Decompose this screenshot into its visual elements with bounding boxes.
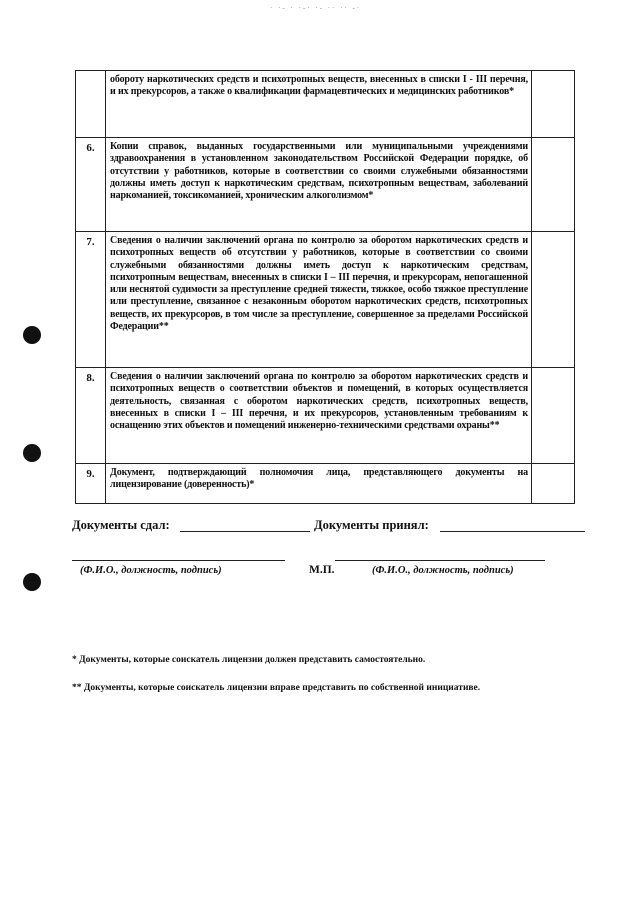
footnote-single: * Документы, которые соискатель лицензии должен представить самостоятельно.: [72, 655, 426, 665]
row-number: 7.: [76, 232, 106, 368]
footnote-double: ** Документы, которые соискатель лицензии вправе представить по собственной инициативе.: [72, 683, 481, 693]
submitted-label: Документы сдал:: [72, 518, 170, 532]
punch-hole-2: [23, 444, 41, 462]
right-caption: (Ф.И.О., должность, подпись): [372, 565, 514, 576]
table-row: [76, 138, 575, 232]
accepted-label: Документы принял:: [314, 518, 429, 532]
row-text: Копии справок, выданных государственными или муниципальными учреждениями здравоохранения в установленном законодательством Российской Федерации порядке, об отсутствии у работников, которые в соответствии со своими служебными обязанностями должны иметь доступ к наркотическим средствам, психотропным веществам, заболеваний наркоманией, токсикоманией, хроническим алкоголизмом*: [106, 138, 532, 232]
row-check-cell: [532, 138, 575, 232]
stamp-label: М.П.: [309, 564, 335, 576]
left-caption: (Ф.И.О., должность, подпись): [80, 565, 222, 576]
row-number: 8.: [76, 368, 106, 464]
row-number: 6.: [76, 138, 106, 232]
punch-hole-1: [23, 326, 41, 344]
row-number: 9.: [76, 464, 106, 504]
table-row: [76, 368, 575, 464]
row-check-cell: [532, 464, 575, 504]
row-text: Документ, подтверждающий полномочия лица, представляющего документы на лицензирование (доверенность)*: [106, 464, 532, 504]
row-text: Сведения о наличии заключений органа по контролю за оборотом наркотических средств и психотропных веществ об отсутствии у работников, которые в соответствии со своими служебными обязанностями должны иметь доступ к наркотическим средствам, психотропным веществам, внесенных в списки I – III перечня, и прекурсорам, непогашенной или неснятой судимости за преступление средней тяжести, тяжкое, особо тяжкое преступление или преступление, связанное с незаконным оборотом наркотических средств, психотропных веществ, их прекурсоров, в том числе за преступление, совершенное за пределами Российской Федерации**: [106, 232, 532, 368]
submitted-signature-line[interactable]: [180, 531, 310, 532]
row-check-cell: [532, 232, 575, 368]
table-row: [76, 232, 575, 368]
table-row: [76, 464, 575, 504]
documents-table: [75, 70, 575, 504]
row-check-cell: [532, 368, 575, 464]
left-name-line[interactable]: [72, 560, 285, 561]
accepted-signature-line[interactable]: [440, 531, 585, 532]
row-text: обороту наркотических средств и психотропных веществ, внесенных в списки I - III перечня, и их прекурсоров, а также о квалификации фармацевтических и медицинских работников*: [106, 71, 532, 138]
row-text: Сведения о наличии заключений органа по контролю за оборотом наркотических средств и психотропных веществ о соответствии объектов и помещений, в которых осуществляется деятельность, связанная с оборотом наркотических средств, психотропных веществ, внесенных в списки I – III перечня, и их прекурсоров, установленным требованиям к оснащению этих объектов и помещений инженерно-техническими средствами охраны**: [106, 368, 532, 464]
scan-noise-text: · ·- · ·-· ·- ·· ·· -·: [270, 4, 362, 12]
row-check-cell: [532, 71, 575, 138]
row-number: [76, 71, 106, 138]
table-row: [76, 71, 575, 138]
right-name-line[interactable]: [335, 560, 545, 561]
punch-hole-3: [23, 573, 41, 591]
